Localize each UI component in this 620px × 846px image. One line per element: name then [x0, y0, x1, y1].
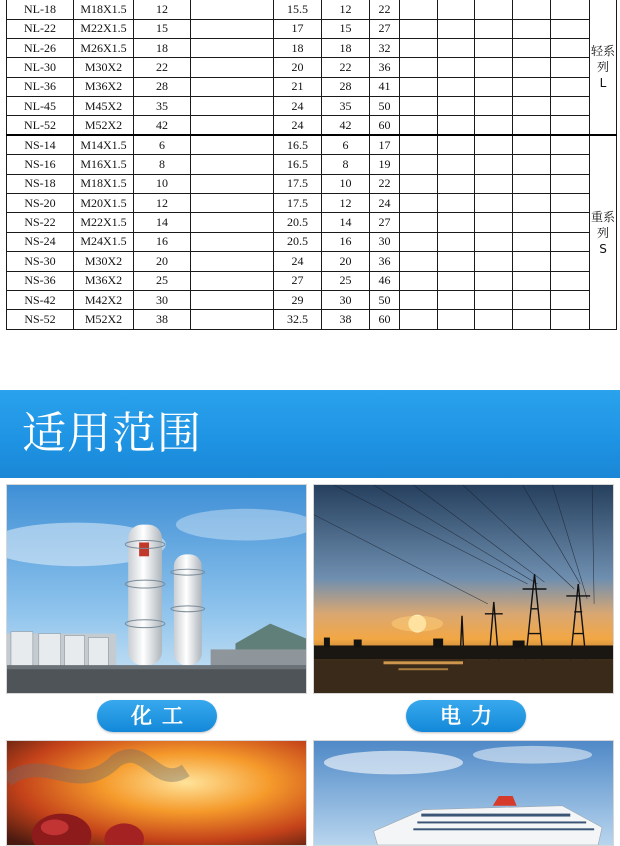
series-label	[590, 0, 617, 135]
cell-empty	[191, 271, 274, 290]
cell-c5: 28	[322, 77, 370, 96]
cell-c5: 18	[322, 38, 370, 57]
cell-empty	[400, 38, 438, 57]
cell-empty	[475, 290, 513, 309]
cell-empty	[475, 0, 513, 19]
table-row	[7, 194, 617, 213]
cell-empty	[191, 232, 274, 251]
cell-empty	[551, 271, 590, 290]
cell-model: NL-26	[7, 38, 74, 57]
cell-thread: M52X2	[74, 310, 134, 329]
light-series-rows	[7, 0, 617, 135]
cell-empty	[400, 232, 438, 251]
cell-empty	[513, 38, 551, 57]
cell-c5: 12	[322, 194, 370, 213]
cell-c4: 17.5	[274, 194, 322, 213]
cell-thread: M42X2	[74, 290, 134, 309]
cell-thread: M20X1.5	[74, 194, 134, 213]
cell-c4: 17	[274, 19, 322, 38]
cell-empty	[400, 58, 438, 77]
cell-model: NS-14	[7, 135, 74, 154]
cell-empty	[400, 213, 438, 232]
cell-c5: 10	[322, 174, 370, 193]
cell-empty	[438, 0, 475, 19]
cell-thread: M36X2	[74, 271, 134, 290]
cell-c4: 20.5	[274, 213, 322, 232]
cell-empty	[400, 155, 438, 174]
cell-model: NL-45	[7, 97, 74, 116]
cell-c5: 8	[322, 155, 370, 174]
cell-thread: M16X1.5	[74, 155, 134, 174]
table-row	[7, 271, 617, 290]
cell-c4: 16.5	[274, 155, 322, 174]
cell-model: NS-18	[7, 174, 74, 193]
cell-c6: 17	[370, 135, 400, 154]
cell-model: NL-36	[7, 77, 74, 96]
cell-thread: M36X2	[74, 77, 134, 96]
cell-empty	[551, 290, 590, 309]
cell-empty	[191, 58, 274, 77]
cell-empty	[438, 194, 475, 213]
cell-c2: 10	[134, 174, 191, 193]
table-row	[7, 97, 617, 116]
cell-c6: 30	[370, 232, 400, 251]
cell-c4: 18	[274, 38, 322, 57]
cell-empty	[400, 97, 438, 116]
cell-c4: 20.5	[274, 232, 322, 251]
cell-empty	[400, 77, 438, 96]
cell-empty	[475, 310, 513, 329]
cell-c6: 50	[370, 290, 400, 309]
cell-empty	[475, 97, 513, 116]
cell-c5: 14	[322, 213, 370, 232]
cell-thread: M30X2	[74, 58, 134, 77]
table-row	[7, 135, 617, 154]
cell-c6: 60	[370, 116, 400, 135]
cell-c2: 28	[134, 77, 191, 96]
cell-empty	[400, 290, 438, 309]
heavy-series-rows	[7, 135, 617, 329]
cell-model: NS-36	[7, 271, 74, 290]
cell-empty	[513, 174, 551, 193]
cell-model: NL-18	[7, 0, 74, 19]
cell-empty	[513, 19, 551, 38]
cell-empty	[400, 19, 438, 38]
cell-empty	[475, 174, 513, 193]
cell-c2: 38	[134, 310, 191, 329]
table-row	[7, 58, 617, 77]
cell-c6: 22	[370, 0, 400, 19]
cell-c4: 27	[274, 271, 322, 290]
series-name: 轻系列	[590, 44, 615, 75]
cell-thread: M22X1.5	[74, 19, 134, 38]
cell-model: NS-24	[7, 232, 74, 251]
cell-empty	[513, 135, 551, 154]
cell-c2: 12	[134, 194, 191, 213]
cell-empty	[551, 77, 590, 96]
cell-model: NL-30	[7, 58, 74, 77]
cell-model: NS-20	[7, 194, 74, 213]
cell-c2: 30	[134, 290, 191, 309]
cell-c5: 15	[322, 19, 370, 38]
cell-c6: 50	[370, 97, 400, 116]
cell-thread: M30X2	[74, 252, 134, 271]
application-banner	[0, 390, 620, 478]
cell-empty	[400, 252, 438, 271]
cell-empty	[475, 58, 513, 77]
cell-empty	[191, 213, 274, 232]
cell-empty	[513, 116, 551, 135]
cell-empty	[191, 77, 274, 96]
cell-c5: 25	[322, 271, 370, 290]
cell-c4: 17.5	[274, 174, 322, 193]
cell-c6: 41	[370, 77, 400, 96]
cell-empty	[513, 194, 551, 213]
cell-thread: M18X1.5	[74, 0, 134, 19]
cell-empty	[438, 271, 475, 290]
table-row	[7, 213, 617, 232]
cell-c6: 19	[370, 155, 400, 174]
cell-empty	[191, 174, 274, 193]
cell-empty	[475, 135, 513, 154]
table-row	[7, 77, 617, 96]
cell-empty	[513, 213, 551, 232]
cell-c5: 22	[322, 58, 370, 77]
cell-empty	[438, 252, 475, 271]
power-industry-image	[313, 484, 614, 694]
cell-empty	[191, 155, 274, 174]
cell-c6: 60	[370, 310, 400, 329]
table-row	[7, 155, 617, 174]
cell-model: NS-52	[7, 310, 74, 329]
cell-thread: M45X2	[74, 97, 134, 116]
cell-empty	[551, 232, 590, 251]
cell-empty	[438, 135, 475, 154]
chemical-industry-label: 化工	[97, 700, 217, 732]
cell-empty	[191, 194, 274, 213]
table-row	[7, 19, 617, 38]
cell-c4: 32.5	[274, 310, 322, 329]
cell-empty	[551, 155, 590, 174]
cell-thread: M14X1.5	[74, 135, 134, 154]
cell-empty	[513, 232, 551, 251]
marine-image	[313, 740, 614, 846]
cell-c5: 16	[322, 232, 370, 251]
cell-empty	[400, 194, 438, 213]
cell-empty	[400, 271, 438, 290]
cell-empty	[438, 290, 475, 309]
cell-empty	[513, 0, 551, 19]
series-code: S	[599, 241, 607, 256]
cell-c6: 22	[370, 174, 400, 193]
cell-empty	[191, 135, 274, 154]
cell-empty	[438, 232, 475, 251]
cell-empty	[551, 38, 590, 57]
cell-empty	[551, 213, 590, 232]
table-row	[7, 290, 617, 309]
cell-thread: M18X1.5	[74, 174, 134, 193]
cell-empty	[513, 290, 551, 309]
cell-model: NS-42	[7, 290, 74, 309]
cell-empty	[438, 97, 475, 116]
cell-c2: 16	[134, 232, 191, 251]
cell-c4: 20	[274, 58, 322, 77]
cell-c4: 16.5	[274, 135, 322, 154]
power-industry-label: 电力	[406, 700, 526, 732]
cell-empty	[551, 135, 590, 154]
cell-c6: 27	[370, 213, 400, 232]
cell-model: NL-52	[7, 116, 74, 135]
cell-empty	[551, 58, 590, 77]
cell-empty	[475, 271, 513, 290]
cell-empty	[475, 155, 513, 174]
cell-model: NS-16	[7, 155, 74, 174]
cell-empty	[551, 194, 590, 213]
cell-empty	[513, 310, 551, 329]
cell-empty	[438, 38, 475, 57]
cell-empty	[191, 38, 274, 57]
chemical-industry-image	[6, 484, 307, 694]
cell-c6: 36	[370, 58, 400, 77]
table-row	[7, 252, 617, 271]
cell-c4: 21	[274, 77, 322, 96]
spec-table	[6, 0, 617, 330]
table-row	[7, 310, 617, 329]
cell-empty	[513, 155, 551, 174]
cell-c2: 22	[134, 58, 191, 77]
cell-empty	[400, 174, 438, 193]
cell-empty	[191, 290, 274, 309]
cell-c6: 27	[370, 19, 400, 38]
cell-empty	[191, 116, 274, 135]
cell-c6: 24	[370, 194, 400, 213]
cell-empty	[191, 0, 274, 19]
cell-c2: 12	[134, 0, 191, 19]
cell-thread: M24X1.5	[74, 232, 134, 251]
cell-c2: 35	[134, 97, 191, 116]
table-row	[7, 116, 617, 135]
cell-empty	[513, 252, 551, 271]
cell-c4: 24	[274, 97, 322, 116]
firefighting-image	[6, 740, 307, 846]
cell-c2: 14	[134, 213, 191, 232]
cell-thread: M22X1.5	[74, 213, 134, 232]
cell-c6: 36	[370, 252, 400, 271]
cell-c5: 42	[322, 116, 370, 135]
cell-empty	[438, 19, 475, 38]
cell-empty	[438, 58, 475, 77]
cell-empty	[475, 38, 513, 57]
cell-empty	[551, 252, 590, 271]
cell-empty	[513, 77, 551, 96]
table-row	[7, 174, 617, 193]
cell-c2: 25	[134, 271, 191, 290]
cell-model: NL-22	[7, 19, 74, 38]
cell-model: NS-30	[7, 252, 74, 271]
cell-empty	[191, 19, 274, 38]
table-row	[7, 0, 617, 19]
cell-c5: 30	[322, 290, 370, 309]
cell-empty	[191, 97, 274, 116]
cell-c5: 6	[322, 135, 370, 154]
cell-empty	[551, 116, 590, 135]
cell-c4: 24	[274, 116, 322, 135]
cell-c6: 32	[370, 38, 400, 57]
cell-empty	[551, 0, 590, 19]
cell-empty	[475, 77, 513, 96]
cell-empty	[438, 77, 475, 96]
cell-c2: 6	[134, 135, 191, 154]
cell-empty	[438, 116, 475, 135]
cell-empty	[400, 135, 438, 154]
cell-thread: M52X2	[74, 116, 134, 135]
cell-empty	[475, 116, 513, 135]
cell-c2: 20	[134, 252, 191, 271]
cell-empty	[513, 97, 551, 116]
cell-c2: 42	[134, 116, 191, 135]
cell-empty	[475, 213, 513, 232]
cell-empty	[475, 19, 513, 38]
cell-c5: 12	[322, 0, 370, 19]
cell-c4: 29	[274, 290, 322, 309]
cell-empty	[551, 310, 590, 329]
cell-empty	[400, 116, 438, 135]
cell-empty	[438, 174, 475, 193]
cell-empty	[191, 252, 274, 271]
cell-empty	[513, 271, 551, 290]
series-code: L	[599, 76, 607, 91]
table-row	[7, 38, 617, 57]
section-title: 适用范围	[22, 408, 202, 459]
cell-model: NS-22	[7, 213, 74, 232]
cell-c5: 35	[322, 97, 370, 116]
cell-empty	[438, 213, 475, 232]
cell-empty	[551, 97, 590, 116]
cell-empty	[400, 310, 438, 329]
cell-c6: 46	[370, 271, 400, 290]
cell-c2: 18	[134, 38, 191, 57]
cell-empty	[438, 310, 475, 329]
cell-c5: 20	[322, 252, 370, 271]
cell-c2: 15	[134, 19, 191, 38]
cell-c5: 38	[322, 310, 370, 329]
cell-empty	[191, 310, 274, 329]
cell-empty	[551, 19, 590, 38]
cell-empty	[513, 58, 551, 77]
cell-empty	[475, 194, 513, 213]
cell-c2: 8	[134, 155, 191, 174]
cell-empty	[551, 174, 590, 193]
cell-empty	[475, 252, 513, 271]
series-name: 重系列	[590, 209, 615, 240]
cell-thread: M26X1.5	[74, 38, 134, 57]
cell-empty	[400, 0, 438, 19]
cell-empty	[475, 232, 513, 251]
cell-empty	[438, 155, 475, 174]
series-label	[590, 135, 617, 329]
cell-c4: 15.5	[274, 0, 322, 19]
table-row	[7, 232, 617, 251]
cell-c4: 24	[274, 252, 322, 271]
